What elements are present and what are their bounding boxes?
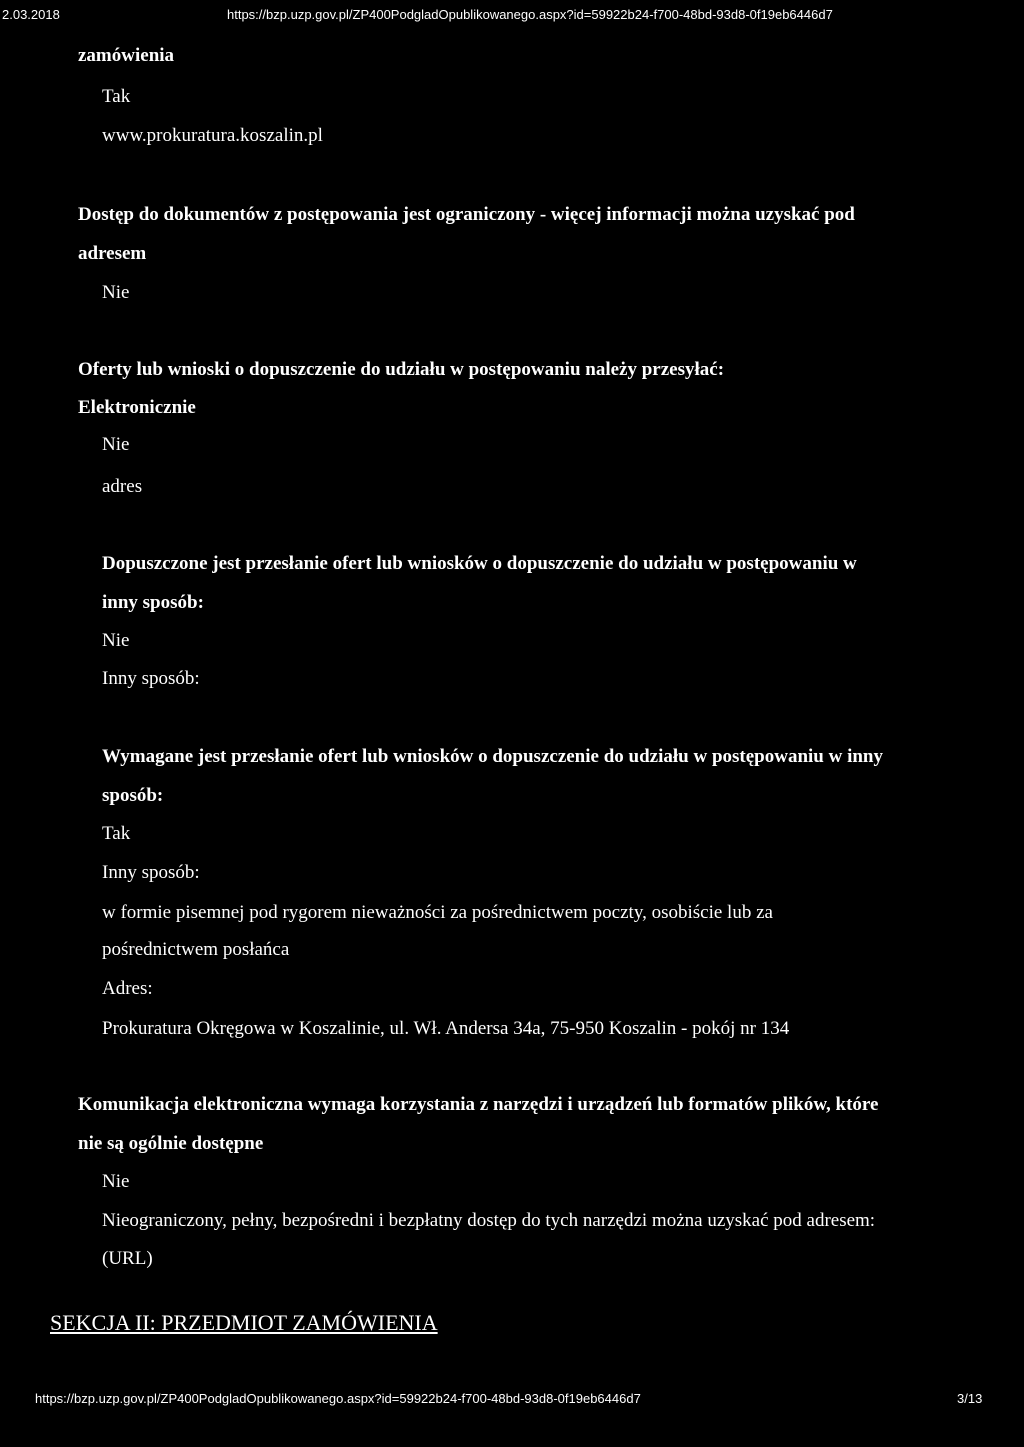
required-address-label: Adres:: [102, 978, 153, 999]
access-answer: Nie: [102, 282, 130, 303]
access-title-line1: Dostęp do dokumentów z postępowania jest ograniczony - więcej informacji można uzyskać pod: [78, 204, 855, 225]
required-title-line2: sposób:: [102, 785, 164, 806]
offers-mode: Elektronicznie: [78, 397, 196, 418]
offers-title: Oferty lub wnioski o dopuszczenie do udziału w postępowaniu należy przesyłać:: [78, 359, 725, 380]
access-title-line2: adresem: [78, 243, 147, 264]
communication-url-label: (URL): [102, 1248, 153, 1269]
print-date: 2.03.2018: [2, 7, 60, 22]
communication-title-line1: Komunikacja elektroniczna wymaga korzystania z narzędzi i urządzeń lub formatów plików, które: [78, 1094, 879, 1115]
communication-access-text: Nieograniczony, pełny, bezpośredni i bezpłatny dostęp do tych narzędzi można uzyskać pod adresem:: [102, 1210, 876, 1231]
allowed-other-label: Inny sposób:: [102, 668, 200, 689]
offers-answer: Nie: [102, 434, 130, 455]
required-other-label: Inny sposób:: [102, 862, 200, 883]
print-url: https://bzp.uzp.gov.pl/ZP400PodgladOpublikowanego.aspx?id=59922b24-f700-48bd-93d8-0f19eb6446d7: [227, 7, 833, 22]
required-method-line1: w formie pisemnej pod rygorem nieważności za pośrednictwem poczty, osobiście lub za: [102, 902, 773, 923]
section-heading: SEKCJA II: PRZEDMIOT ZAMÓWIENIA: [50, 1310, 438, 1335]
communication-answer: Nie: [102, 1171, 130, 1192]
field-url: www.prokuratura.koszalin.pl: [102, 125, 323, 146]
allowed-title-line2: inny sposób:: [102, 592, 204, 613]
allowed-answer: Nie: [102, 630, 130, 651]
allowed-title-line1: Dopuszczone jest przesłanie ofert lub wniosków o dopuszczenie do udziału w postępowaniu w: [102, 553, 857, 574]
field-title-tail: zamówienia: [78, 45, 175, 66]
offers-address-label: adres: [102, 476, 143, 497]
required-method-line2: pośrednictwem posłańca: [102, 939, 290, 960]
required-answer: Tak: [102, 823, 131, 844]
footer-url: https://bzp.uzp.gov.pl/ZP400PodgladOpublikowanego.aspx?id=59922b24-f700-48bd-93d8-0f19eb6446d7: [35, 1391, 641, 1406]
footer-page-number: 3/13: [957, 1391, 983, 1406]
field-answer-yes: Tak: [102, 86, 131, 107]
required-title-line1: Wymagane jest przesłanie ofert lub wniosków o dopuszczenie do udziału w postępowaniu w inny: [102, 746, 883, 767]
required-address: Prokuratura Okręgowa w Koszalinie, ul. Wł. Andersa 34a, 75-950 Koszalin - pokój nr 134: [102, 1018, 790, 1039]
communication-title-line2: nie są ogólnie dostępne: [78, 1133, 264, 1154]
